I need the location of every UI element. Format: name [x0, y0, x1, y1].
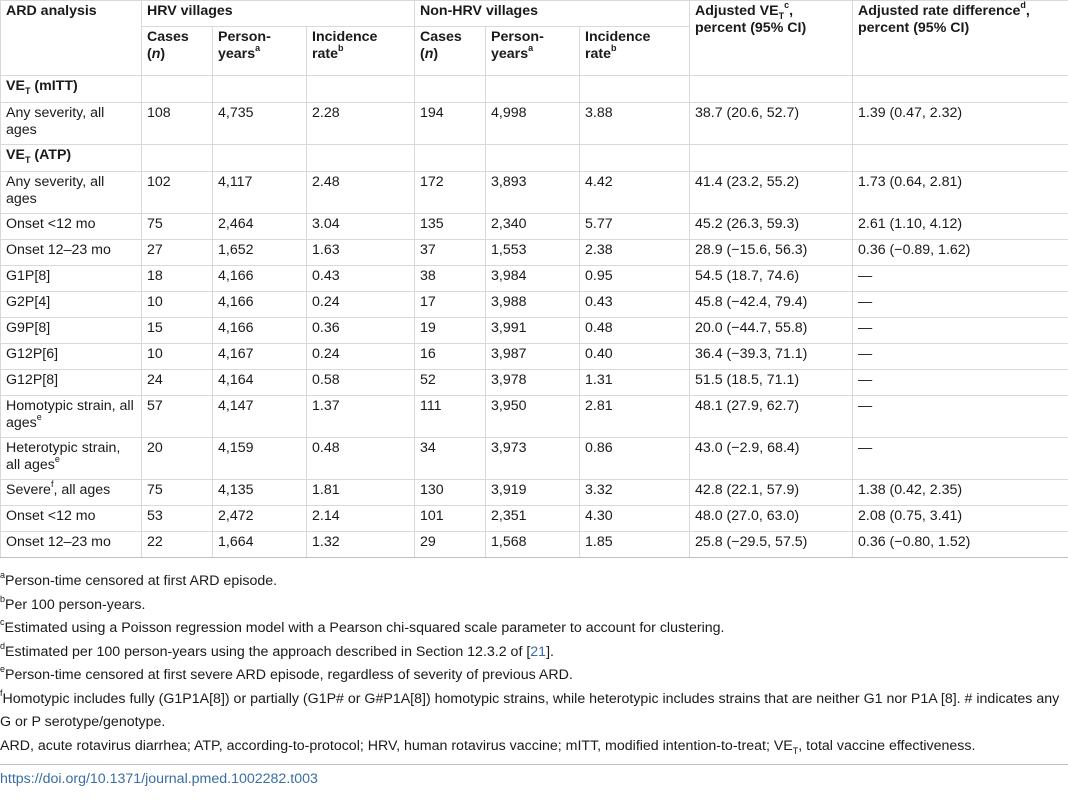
- hrv-person-years-cell: 4,166: [213, 292, 307, 318]
- non-hrv-rate-cell: 0.40: [580, 344, 690, 370]
- non-hrv-rate-cell: 3.88: [580, 103, 690, 145]
- non-hrv-cases-cell: 17: [415, 292, 486, 318]
- non-hrv-cases-cell: 29: [415, 532, 486, 558]
- hrv-cases-cell: 75: [142, 214, 213, 240]
- non-hrv-cases-cell: 135: [415, 214, 486, 240]
- header-hrv-cases: Cases (n): [142, 27, 213, 76]
- footnote-d: $^d$Estimated per 100 person-years using the approach described in Section 12.3.2 of [21].: [0, 640, 554, 660]
- adjusted-ve-cell: 45.2 (26.3, 59.3): [690, 214, 853, 240]
- row-label: G12P[8]: [1, 370, 142, 396]
- adjusted-rate-diff-cell: —: [853, 344, 1068, 370]
- row-label: Homotypic strain, all ages$^e$: [1, 396, 142, 438]
- header-non-hrv-cases: Cases (n): [415, 27, 486, 76]
- non-hrv-person-years-cell: 3,987: [486, 344, 580, 370]
- hrv-person-years-cell: 4,167: [213, 344, 307, 370]
- adjusted-ve-cell: 54.5 (18.7, 74.6): [690, 266, 853, 292]
- table-row: [1, 240, 1068, 266]
- header-ard-analysis: ARD analysis: [1, 1, 142, 76]
- non-hrv-person-years-cell: 3,991: [486, 318, 580, 344]
- footnote-f: $^f$Homotypic includes fully (G1P1A[8]) or partially (G1P# or G#P1A[8]) homotypic strains, while heterotypic includes strains that are neither G1 nor P1A [8]. # indicates any G or P serotype/genotype.: [0, 687, 1060, 730]
- doi-link[interactable]: https://doi.org/10.1371/journal.pmed.1002282.t003: [0, 771, 318, 787]
- adjusted-rate-diff-cell: —: [853, 318, 1068, 344]
- hrv-rate-cell: 1.63: [307, 240, 415, 266]
- non-hrv-rate-cell: 4.30: [580, 506, 690, 532]
- adjusted-rate-diff-cell: —: [853, 370, 1068, 396]
- hrv-person-years-cell: 4,735: [213, 103, 307, 145]
- hrv-rate-cell: 0.36: [307, 318, 415, 344]
- hrv-cases-cell: 102: [142, 172, 213, 214]
- header-hrv-villages: HRV villages: [142, 1, 415, 27]
- row-label: Any severity, all ages: [1, 172, 142, 214]
- hrv-person-years-cell: 4,135: [213, 480, 307, 506]
- hrv-cases-cell: 18: [142, 266, 213, 292]
- non-hrv-rate-cell: 2.81: [580, 396, 690, 438]
- non-hrv-rate-cell: 5.77: [580, 214, 690, 240]
- table-row: [1, 318, 1068, 344]
- hrv-cases-cell: 108: [142, 103, 213, 145]
- non-hrv-cases-cell: 172: [415, 172, 486, 214]
- doi-bar: [0, 764, 1068, 787]
- section-row-atp: [1, 145, 1068, 172]
- hrv-cases-cell: 20: [142, 438, 213, 480]
- hrv-rate-cell: 1.37: [307, 396, 415, 438]
- hrv-person-years-cell: 4,159: [213, 438, 307, 480]
- header-non-hrv-villages: Non-HRV villages: [415, 1, 690, 27]
- footnote-c: $^c$Estimated using a Poisson regression model with a Pearson chi-squared scale parameter to account for clustering.: [0, 617, 725, 636]
- non-hrv-person-years-cell: 3,919: [486, 480, 580, 506]
- non-hrv-rate-cell: 1.85: [580, 532, 690, 558]
- abbreviations-note: ARD, acute rotavirus diarrhea; ATP, according-to-protocol; HRV, human rotavirus vaccine; mITT, modified intention-to-treat; $VE_T$, total vaccine effectiveness.: [0, 737, 976, 756]
- non-hrv-rate-cell: 0.48: [580, 318, 690, 344]
- non-hrv-person-years-cell: 3,893: [486, 172, 580, 214]
- non-hrv-rate-cell: 0.95: [580, 266, 690, 292]
- hrv-rate-cell: 1.32: [307, 532, 415, 558]
- adjusted-rate-diff-cell: —: [853, 438, 1068, 480]
- table-row: [1, 506, 1068, 532]
- hrv-rate-cell: 3.04: [307, 214, 415, 240]
- section-row-mitt: [1, 76, 1068, 103]
- non-hrv-cases-cell: 19: [415, 318, 486, 344]
- footnote-a: $^a$Person-time censored at first ARD episode.: [0, 570, 278, 589]
- hrv-rate-cell: 0.24: [307, 292, 415, 318]
- row-label: G9P[8]: [1, 318, 142, 344]
- adjusted-ve-cell: 28.9 (−15.6, 56.3): [690, 240, 853, 266]
- non-hrv-cases-cell: 34: [415, 438, 486, 480]
- non-hrv-cases-cell: 16: [415, 344, 486, 370]
- hrv-rate-cell: 2.28: [307, 103, 415, 145]
- non-hrv-rate-cell: 3.32: [580, 480, 690, 506]
- table-row: [1, 214, 1068, 240]
- header-hrv-person-years: Person- years$^a$: [213, 27, 307, 76]
- non-hrv-cases-cell: 37: [415, 240, 486, 266]
- hrv-cases-cell: 15: [142, 318, 213, 344]
- hrv-cases-cell: 10: [142, 344, 213, 370]
- non-hrv-cases-cell: 38: [415, 266, 486, 292]
- hrv-rate-cell: 2.48: [307, 172, 415, 214]
- adjusted-ve-cell: 51.5 (18.5, 71.1): [690, 370, 853, 396]
- adjusted-rate-diff-cell: 1.38 (0.42, 2.35): [853, 480, 1068, 506]
- non-hrv-person-years-cell: 3,973: [486, 438, 580, 480]
- row-label: G2P[4]: [1, 292, 142, 318]
- hrv-person-years-cell: 4,164: [213, 370, 307, 396]
- table-row: [1, 438, 1068, 480]
- table-row: [1, 532, 1068, 558]
- row-label: Severe$^f$, all ages: [1, 480, 142, 506]
- non-hrv-person-years-cell: 4,998: [486, 103, 580, 145]
- adjusted-ve-cell: 41.4 (23.2, 55.2): [690, 172, 853, 214]
- adjusted-rate-diff-cell: —: [853, 396, 1068, 438]
- table-row: [1, 370, 1068, 396]
- adjusted-ve-cell: 38.7 (20.6, 52.7): [690, 103, 853, 145]
- non-hrv-person-years-cell: 1,568: [486, 532, 580, 558]
- hrv-rate-cell: 0.24: [307, 344, 415, 370]
- section-label-atp: $VE_T$ (ATP): [1, 145, 142, 172]
- row-label: Heterotypic strain, all ages$^e$: [1, 438, 142, 480]
- non-hrv-person-years-cell: 2,340: [486, 214, 580, 240]
- adjusted-rate-diff-cell: 0.36 (−0.80, 1.52): [853, 532, 1068, 558]
- table-row: [1, 292, 1068, 318]
- row-label: G1P[8]: [1, 266, 142, 292]
- adjusted-rate-diff-cell: 0.36 (−0.89, 1.62): [853, 240, 1068, 266]
- non-hrv-cases-cell: 111: [415, 396, 486, 438]
- hrv-rate-cell: 0.48: [307, 438, 415, 480]
- adjusted-rate-diff-cell: —: [853, 292, 1068, 318]
- hrv-cases-cell: 27: [142, 240, 213, 266]
- adjusted-rate-diff-cell: 1.39 (0.47, 2.32): [853, 103, 1068, 145]
- adjusted-ve-cell: 42.8 (22.1, 57.9): [690, 480, 853, 506]
- row-label: Onset <12 mo: [1, 506, 142, 532]
- non-hrv-rate-cell: 0.86: [580, 438, 690, 480]
- hrv-cases-cell: 57: [142, 396, 213, 438]
- section-label-mitt: $VE_T$ (mITT): [1, 76, 142, 103]
- row-label: G12P[6]: [1, 344, 142, 370]
- non-hrv-rate-cell: 1.31: [580, 370, 690, 396]
- non-hrv-person-years-cell: 1,553: [486, 240, 580, 266]
- header-non-hrv-incidence-rate: Incidence rate$^b$: [580, 27, 690, 76]
- table-row: [1, 266, 1068, 292]
- non-hrv-person-years-cell: 3,984: [486, 266, 580, 292]
- row-label: Onset 12–23 mo: [1, 532, 142, 558]
- footnote-e: $^e$Person-time censored at first severe ARD episode, regardless of severity of previous ARD.: [0, 664, 573, 683]
- hrv-person-years-cell: 4,166: [213, 266, 307, 292]
- table-row: [1, 480, 1068, 506]
- adjusted-ve-cell: 36.4 (−39.3, 71.1): [690, 344, 853, 370]
- hrv-person-years-cell: 1,664: [213, 532, 307, 558]
- non-hrv-cases-cell: 52: [415, 370, 486, 396]
- hrv-person-years-cell: 2,464: [213, 214, 307, 240]
- hrv-person-years-cell: 4,166: [213, 318, 307, 344]
- non-hrv-rate-cell: 0.43: [580, 292, 690, 318]
- header-hrv-incidence-rate: Incidence rate$^b$: [307, 27, 415, 76]
- hrv-rate-cell: 1.81: [307, 480, 415, 506]
- adjusted-rate-diff-cell: 1.73 (0.64, 2.81): [853, 172, 1068, 214]
- adjusted-rate-diff-cell: 2.61 (1.10, 4.12): [853, 214, 1068, 240]
- row-label: Onset <12 mo: [1, 214, 142, 240]
- non-hrv-person-years-cell: 3,988: [486, 292, 580, 318]
- table-row: [1, 103, 1068, 145]
- hrv-person-years-cell: 4,147: [213, 396, 307, 438]
- adjusted-ve-cell: 45.8 (−42.4, 79.4): [690, 292, 853, 318]
- hrv-rate-cell: 0.43: [307, 266, 415, 292]
- non-hrv-rate-cell: 2.38: [580, 240, 690, 266]
- hrv-cases-cell: 10: [142, 292, 213, 318]
- non-hrv-person-years-cell: 3,950: [486, 396, 580, 438]
- header-adjusted-rate-difference: Adjusted rate difference$^d$, percent (95% CI): [853, 1, 1068, 76]
- non-hrv-rate-cell: 4.42: [580, 172, 690, 214]
- reference-link[interactable]: 21: [530, 643, 547, 660]
- adjusted-ve-cell: 48.1 (27.9, 62.7): [690, 396, 853, 438]
- hrv-person-years-cell: 2,472: [213, 506, 307, 532]
- hrv-person-years-cell: 1,652: [213, 240, 307, 266]
- adjusted-rate-diff-cell: 2.08 (0.75, 3.41): [853, 506, 1068, 532]
- hrv-rate-cell: 0.58: [307, 370, 415, 396]
- header-non-hrv-person-years: Person- years$^a$: [486, 27, 580, 76]
- non-hrv-person-years-cell: 3,978: [486, 370, 580, 396]
- adjusted-ve-cell: 25.8 (−29.5, 57.5): [690, 532, 853, 558]
- footnote-b: $^b$Per 100 person-years.: [0, 593, 146, 613]
- hrv-cases-cell: 24: [142, 370, 213, 396]
- row-label: Any severity, all ages: [1, 103, 142, 145]
- row-label: Onset 12–23 mo: [1, 240, 142, 266]
- table-footnotes: [0, 558, 1068, 787]
- non-hrv-cases-cell: 130: [415, 480, 486, 506]
- non-hrv-cases-cell: 101: [415, 506, 486, 532]
- non-hrv-person-years-cell: 2,351: [486, 506, 580, 532]
- adjusted-rate-diff-cell: —: [853, 266, 1068, 292]
- hrv-cases-cell: 75: [142, 480, 213, 506]
- hrv-cases-cell: 53: [142, 506, 213, 532]
- table-row: [1, 344, 1068, 370]
- hrv-rate-cell: 2.14: [307, 506, 415, 532]
- table-row: [1, 172, 1068, 214]
- table-row: [1, 396, 1068, 438]
- adjusted-ve-cell: 48.0 (27.0, 63.0): [690, 506, 853, 532]
- hrv-cases-cell: 22: [142, 532, 213, 558]
- header-adjusted-ve: Adjusted $VE_T^c$, percent (95% CI): [690, 1, 853, 76]
- non-hrv-cases-cell: 194: [415, 103, 486, 145]
- adjusted-ve-cell: 20.0 (−44.7, 55.8): [690, 318, 853, 344]
- hrv-person-years-cell: 4,117: [213, 172, 307, 214]
- adjusted-ve-cell: 43.0 (−2.9, 68.4): [690, 438, 853, 480]
